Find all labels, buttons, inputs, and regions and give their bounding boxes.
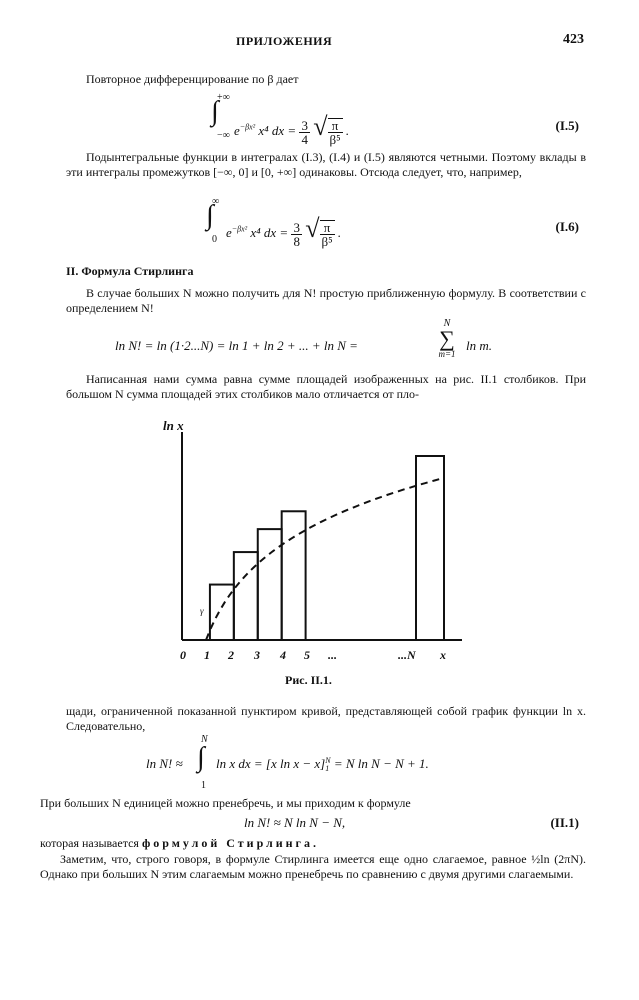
eq-i6-e: e bbox=[226, 225, 232, 240]
integral-lower-main: 1 bbox=[201, 780, 206, 791]
eq-i5-exp: −βx² bbox=[239, 122, 256, 132]
eq-i5-frac-den: 4 bbox=[301, 131, 308, 147]
integral-sign-i6: ∫ bbox=[206, 200, 214, 231]
x-tick-label: 4 bbox=[280, 648, 286, 662]
section-title: II. Формула Стирлинга bbox=[66, 264, 194, 278]
page-number: 423 bbox=[563, 32, 584, 47]
sqrt-sign-i6: √ bbox=[305, 214, 320, 243]
paragraph-large-n: При больших N единицей можно пренебречь, и мы приходим к формуле bbox=[40, 796, 411, 810]
eq-i5-frac bbox=[299, 119, 310, 146]
bar-N bbox=[416, 456, 444, 640]
equation-i6: $e^{-\beta x^2}$ x⁴ dx = $\frac{3}{8}$ √ $\frac{\pi}{\text{β⁵}}$ . bbox=[226, 214, 342, 250]
bar-5 bbox=[282, 511, 306, 640]
paragraph-note: Заметим, что, строго говоря, в формуле Стирлинга имеется еще одно слагаемое, равное ½ln (2πN). Однако при больших N этим слагаемым можно пренебречь по сравнению с двумя другими слагаемыми. bbox=[40, 852, 586, 881]
eq-integral-rhs: = N ln N − N + 1. bbox=[333, 756, 429, 771]
x-tick-label: 5 bbox=[304, 648, 310, 662]
integral-limits-main bbox=[195, 734, 215, 794]
eq-sum-rhs: ln m. bbox=[466, 338, 492, 353]
eq-i6-root-den: β⁵ bbox=[321, 234, 333, 250]
eq-i6-frac-num: 3 bbox=[293, 219, 300, 235]
paragraph-area: Написанная нами сумма равна сумме площадей изображенных на рис. II.1 столбиков. При большом N сумма площадей этих столбиков мало отличается от пло- bbox=[66, 372, 586, 401]
paragraph-even-functions: Подынтегральные функции в интегралах (I.3), (I.4) и (I.5) являются четными. Поэтому вклады в эти интегралы промежутков [−∞, 0] и [0, +∞] одинаковы. Отсюда следует, что, например, bbox=[66, 150, 586, 179]
eq-i5-root bbox=[328, 118, 343, 146]
integral-sign-i5: ∫ bbox=[211, 96, 219, 127]
running-header: ПРИЛОЖЕНИЯ bbox=[236, 34, 333, 48]
integral-upper-i5: +∞ bbox=[217, 92, 230, 103]
eq-i5-rest: x⁴ dx = bbox=[258, 123, 297, 138]
x-tick-label: x bbox=[440, 648, 446, 662]
x-tick-label: ... bbox=[328, 648, 337, 662]
eq-number-i6: (I.6) bbox=[555, 219, 579, 234]
x-tick-label: 0 bbox=[180, 648, 186, 662]
equation-final: ln N! ≈ N ln N − N, bbox=[244, 815, 346, 830]
integral-sign-main: ∫ bbox=[197, 742, 205, 773]
chart-plot bbox=[182, 432, 462, 640]
eq-i5-root-den: β⁵ bbox=[329, 132, 341, 148]
eq-integral-lhs: ln N! ≈ bbox=[146, 756, 183, 771]
eq-i6-frac bbox=[291, 221, 302, 248]
integral-lower-i5: −∞ bbox=[217, 130, 230, 141]
x-tick-label: 3 bbox=[254, 648, 260, 662]
eq-i6-rest: x⁴ dx = bbox=[250, 225, 289, 240]
eq-i5-frac-num: 3 bbox=[301, 117, 308, 133]
eq-i6-root-num: π bbox=[320, 221, 335, 235]
eq-integral-lim-sub: 1 bbox=[325, 764, 330, 774]
eq-integral-lim-sup: N bbox=[325, 756, 331, 766]
equation-sum bbox=[115, 338, 358, 354]
equation-integral bbox=[216, 756, 429, 773]
eq-i6-exp: −βx² bbox=[231, 224, 248, 234]
eq-i6-root bbox=[320, 220, 335, 248]
called-prefix: которая называется bbox=[40, 836, 139, 850]
figure-ylabel: ln x bbox=[163, 418, 184, 433]
eq-i5-e: e bbox=[234, 123, 240, 138]
sqrt-sign-i5: √ bbox=[313, 112, 328, 141]
paragraph-curve: щади, ограниченной показанной пунктиром кривой, представляющей собой график функции ln x. Следовательно, bbox=[66, 704, 586, 733]
bar-3 bbox=[234, 552, 258, 640]
eq-integral-limits bbox=[325, 757, 330, 773]
paragraph-called bbox=[40, 836, 560, 851]
eq-i6-frac-den: 8 bbox=[293, 233, 300, 249]
x-tick-label: ...N bbox=[398, 648, 416, 662]
called-name: формулой Стирлинга. bbox=[141, 836, 319, 850]
sum-top: N bbox=[443, 318, 451, 329]
figure-stirling bbox=[150, 408, 470, 668]
intro-text: Повторное дифференцирование по β дает bbox=[86, 72, 299, 86]
x-tick-label: 2 bbox=[228, 648, 234, 662]
integral-lower-i6: 0 bbox=[212, 234, 217, 245]
x-tick-label: 1 bbox=[204, 648, 210, 662]
paragraph-stirling-intro: В случае больших N можно получить для N! простую приближенную формулу. В соответствии с определением N! bbox=[66, 286, 586, 315]
eq-number-i5: (I.5) bbox=[555, 118, 579, 133]
ln-x-curve bbox=[206, 478, 444, 640]
figure-marker: γ bbox=[200, 606, 204, 616]
eq-sum-lhs: ln N! = ln (1·2...N) = ln 1 + ln 2 + ... + ln N = bbox=[115, 338, 358, 353]
sum-bottom: m=1 bbox=[438, 349, 456, 359]
eq-i5-root-num: π bbox=[328, 119, 343, 133]
bar-4 bbox=[258, 529, 282, 640]
integral-upper-main: N bbox=[201, 734, 208, 745]
figure-caption: Рис. II.1. bbox=[285, 673, 332, 687]
integral-upper-i6: ∞ bbox=[212, 196, 220, 207]
eq-integral-body: ln x dx = [x ln x − x] bbox=[216, 756, 326, 771]
eq-number-ii1: (II.1) bbox=[550, 815, 579, 830]
sum-operator bbox=[432, 318, 462, 368]
equation-i5: $e^{-\beta x^2}$ x⁴ dx = $\frac{3}{4}$ √ $\frac{\pi}{\text{β⁵}}$ . bbox=[234, 112, 350, 148]
sum-symbol: ∑ bbox=[439, 326, 455, 351]
